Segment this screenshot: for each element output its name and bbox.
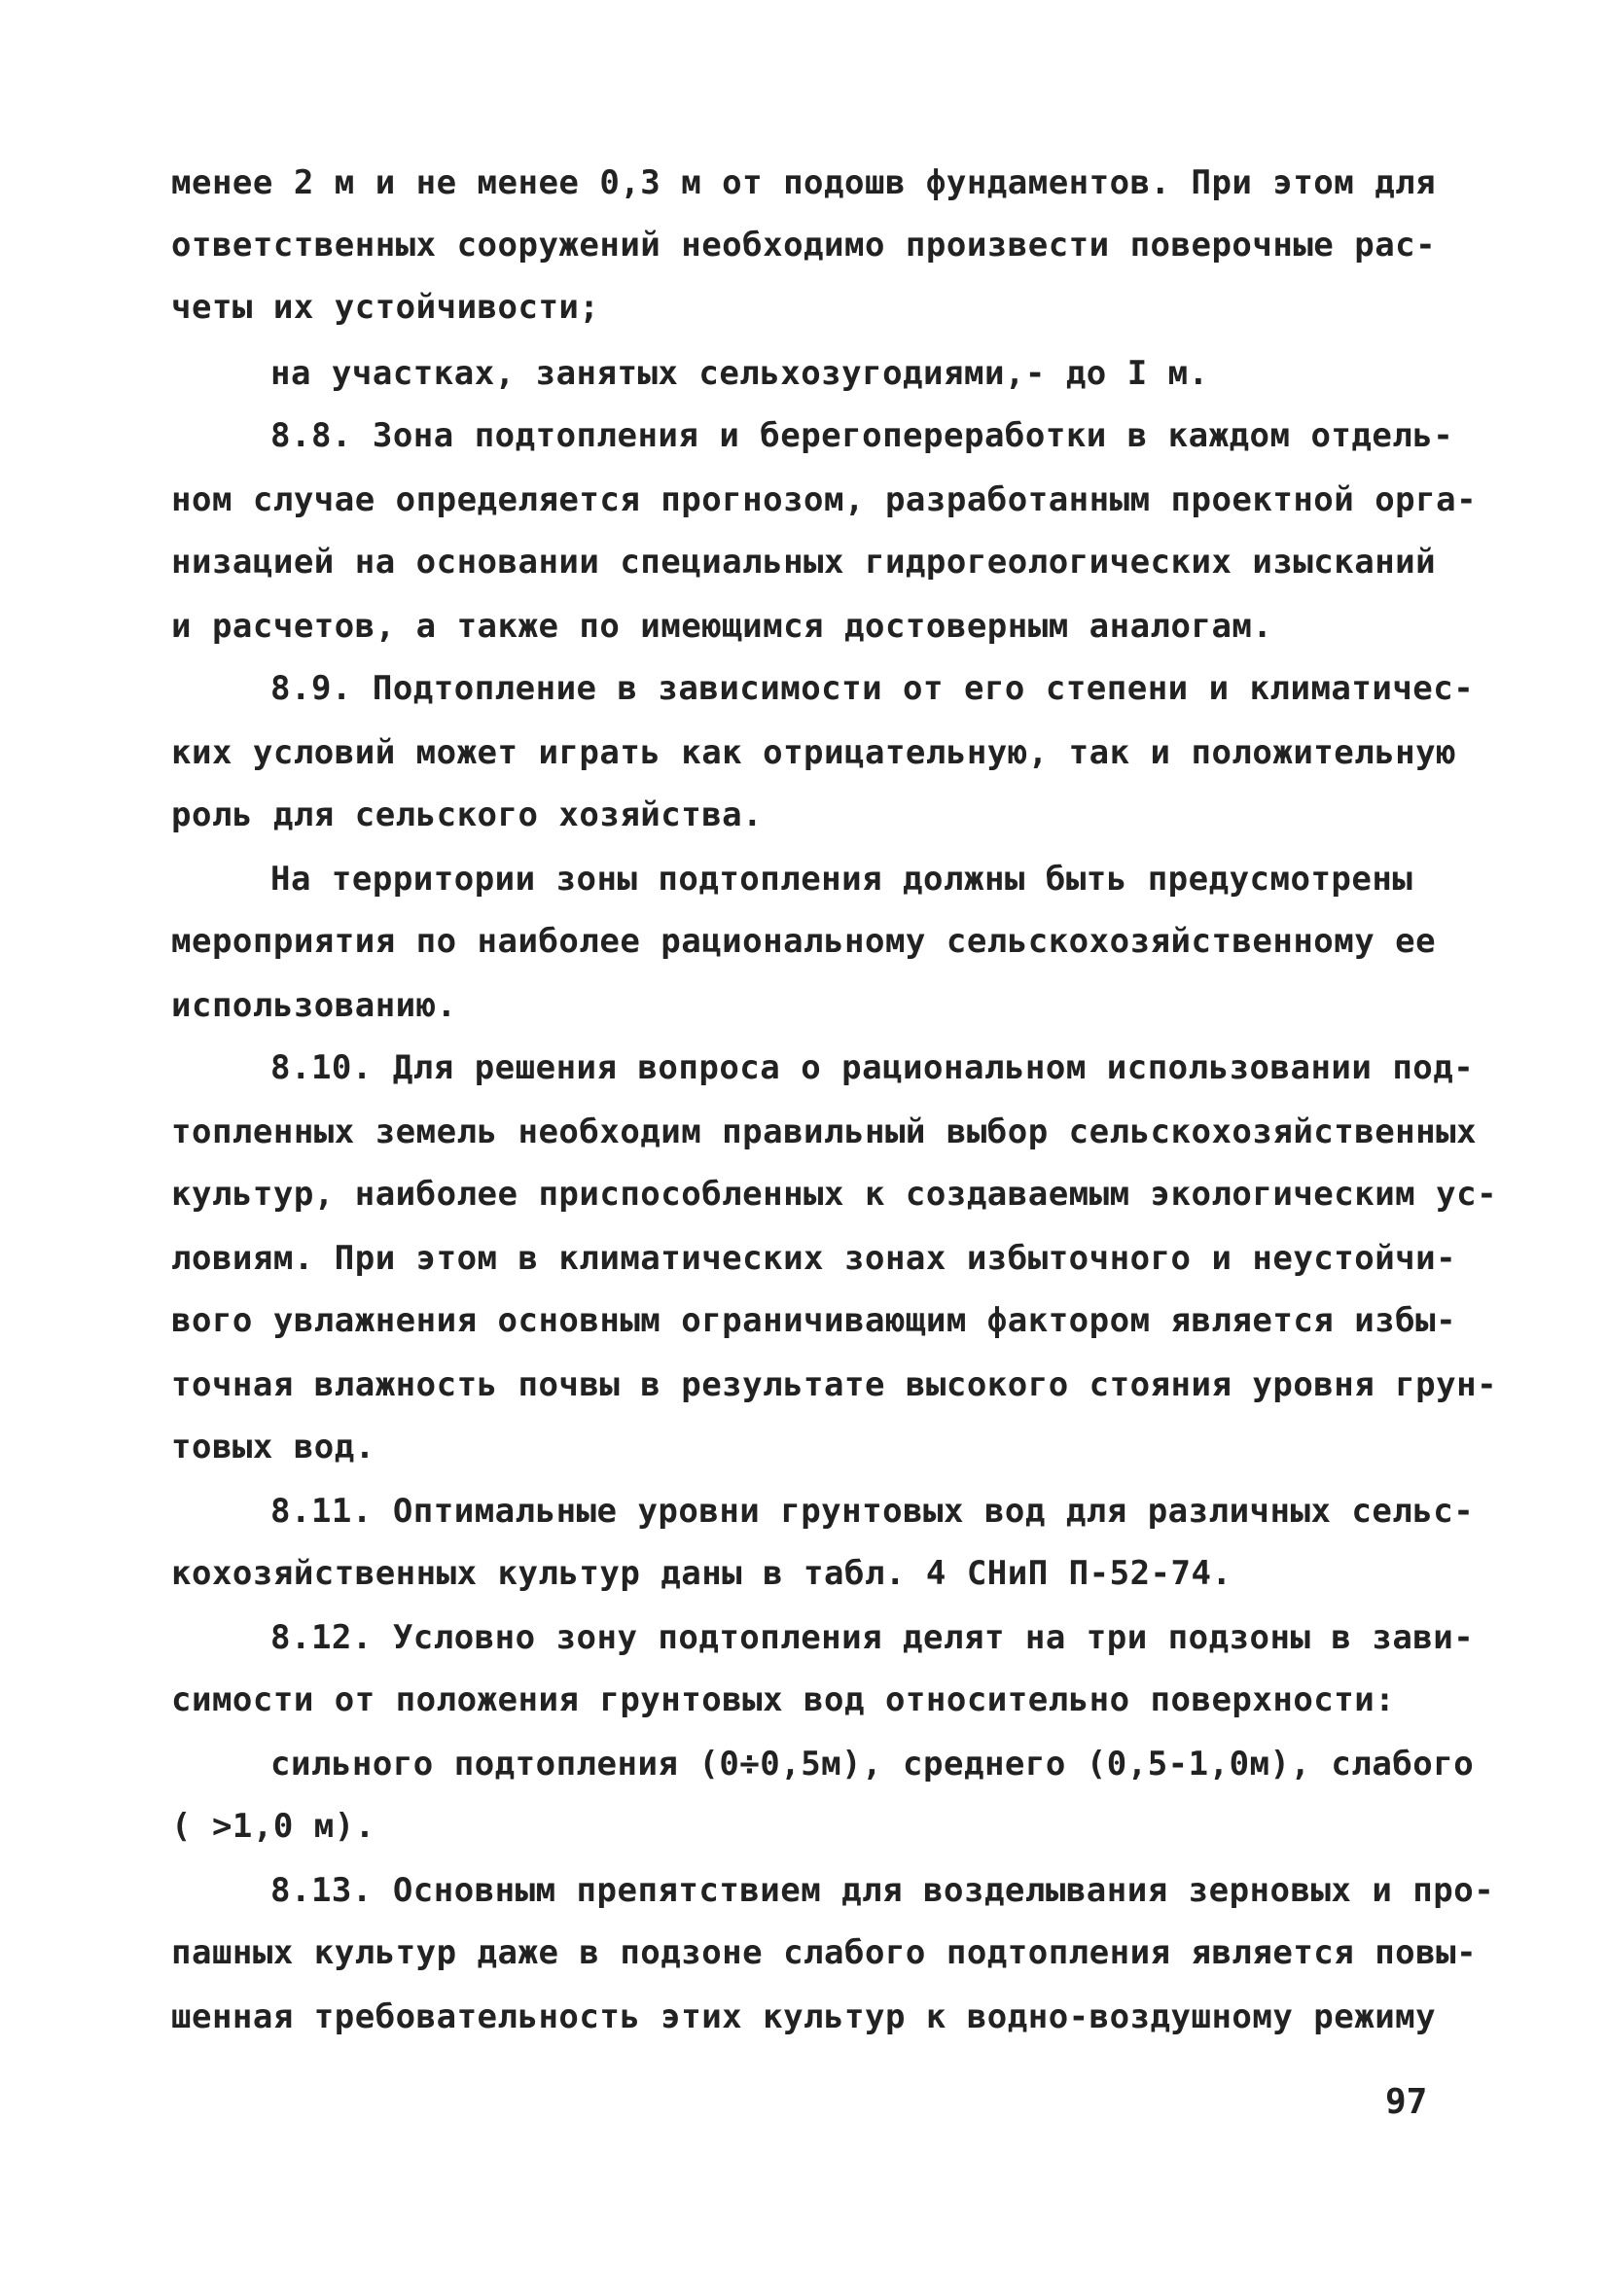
text-line: культур, наиболее приспособленных к создаваемым экологическим ус- xyxy=(171,1175,1498,1214)
text-line: На территории зоны подтопления должны быть предусмотрены xyxy=(270,860,1413,899)
text-line: ( >1,0 м). xyxy=(171,1807,375,1846)
page-number: 97 xyxy=(1385,2082,1428,2122)
text-line: пашных культур даже в подзоне слабого подтопления является повы- xyxy=(171,1933,1478,1972)
text-line: и расчетов, а также по имеющимся достоверным аналогам. xyxy=(171,607,1273,646)
text-line: ответственных сооружений необходимо произвести поверочные рас- xyxy=(171,226,1437,265)
text-line: ловиям. При этом в климатических зонах избыточного и неустойчи- xyxy=(171,1239,1457,1278)
text-line: 8.8. Зона подтопления и берегопереработки в каждом отдель- xyxy=(270,416,1454,455)
text-line: низацией на основании специальных гидрогеологических изысканий xyxy=(171,543,1437,582)
text-line: 8.10. Для решения вопроса о рациональном использовании под- xyxy=(270,1048,1475,1087)
text-line: сильного подтопления (0÷0,5м), среднего (0,5-1,0м), слабого xyxy=(270,1745,1475,1784)
text-line: товых вод. xyxy=(171,1428,375,1466)
text-line: 8.11. Оптимальные уровни грунтовых вод для различных сельс- xyxy=(270,1492,1475,1531)
text-line: ких условий может играть как отрицательную, так и положительную xyxy=(171,733,1457,772)
text-line: топленных земель необходим правильный выбор сельскохозяйственных xyxy=(171,1113,1478,1151)
text-line: использованию. xyxy=(171,986,457,1025)
text-line: 8.12. Условно зону подтопления делят на три подзоны в зави- xyxy=(270,1618,1475,1657)
text-line: 8.13. Основным препятствием для возделывания зерновых и про- xyxy=(270,1871,1495,1910)
text-line: менее 2 м и не менее 0,3 м от подошв фундаментов. При этом для xyxy=(171,163,1437,202)
text-line: кохозяйственных культур даны в табл. 4 СНиП П-52-74. xyxy=(171,1554,1232,1593)
text-line: роль для сельского хозяйства. xyxy=(171,795,764,834)
text-line: шенная требовательность этих культур к водно-воздушному режиму xyxy=(171,1997,1437,2036)
text-line: на участках, занятых сельхозугодиями,- до I м. xyxy=(270,354,1209,393)
text-line: 8.9. Подтопление в зависимости от его степени и климатичес- xyxy=(270,669,1475,708)
text-line: симости от положения грунтовых вод относительно поверхности: xyxy=(171,1680,1396,1719)
text-line: точная влажность почвы в результате высокого стояния уровня грун- xyxy=(171,1365,1498,1404)
text-line: мероприятия по наиболее рациональному сельскохозяйственному ее xyxy=(171,922,1437,961)
text-line: ном случае определяется прогнозом, разработанным проектной орга- xyxy=(171,480,1478,519)
text-line: вого увлажнения основным ограничивающим фактором является избы- xyxy=(171,1301,1457,1340)
text-line: четы их устойчивости; xyxy=(171,288,600,327)
